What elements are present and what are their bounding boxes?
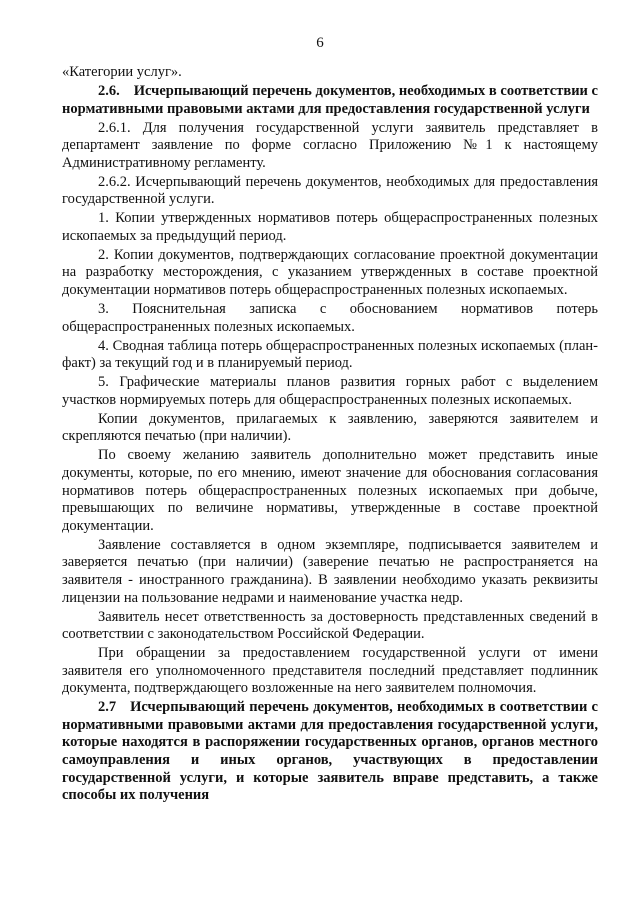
paragraph-2-6-1: 2.6.1. Для получения государственной услуги заявитель представляет в департамент заявление по форме согласно Приложению №1 к настоящему Административному регламенту.: [62, 119, 598, 171]
paragraph-representative: При обращении за предоставлением государственной услуги от имени заявителя его уполномоченного представителя последний представляет подлинник документа, подтверждающего возложенные на него заявителем полномочия.: [62, 645, 598, 697]
section-heading-2-7: [62, 699, 598, 805]
paragraph-responsibility: Заявитель несет ответственность за достоверность представленных сведений в соответствии с законодательством Российской Федерации.: [62, 608, 598, 643]
section-title: Исчерпывающий перечень документов, необходимых в соответствии с нормативными правовыми актами для предоставления государственной услуги: [62, 82, 598, 117]
document-body: [62, 64, 598, 806]
list-item-2: 2. Копии документов, подтверждающих согласование проектной документации на разработку месторождения, с указанием утвержденных в составе проектной документации нормативов потерь общераспространенных полезных ископаемых.: [62, 246, 598, 299]
paragraph-additional-documents: По своему желанию заявитель дополнительно может представить иные документы, которые, по его мнению, имеют значение для обоснования согласования нормативов потерь общераспространенных полезных ископаемых при добыче, превышающих по величине нормативы, утвержденные в составе проектной документации.: [62, 447, 598, 534]
list-item-5: 5. Графические материалы планов развития горных работ с выделением участков нормируемых потерь для общераспространенных полезных ископаемых.: [62, 374, 598, 408]
list-item-4: 4. Сводная таблица потерь общераспространенных полезных ископаемых (план-факт) за текущий год и в планируемый период.: [62, 337, 598, 372]
paragraph-categories: «Категории услуг».: [62, 64, 182, 80]
list-item-3: 3. Пояснительная записка с обоснованием нормативов потерь общераспространенных полезных ископаемых.: [62, 301, 598, 335]
paragraph-copies: Копии документов, прилагаемых к заявлению, заверяются заявителем и скрепляются печатью (при наличии).: [62, 410, 598, 445]
section-title: Исчерпывающий перечень документов, необходимых в соответствии с нормативными правовыми актами для предоставления государственной услуги, которые находятся в распоряжении государственных органов, органов местного самоуправления и иных органов, участвующих в предоставлении государственной услуги, и которые заявитель вправе представить, а также способы их получения: [62, 699, 598, 804]
paragraph-2-6-2: 2.6.2. Исчерпывающий перечень документов, необходимых для предоставления государственной услуги.: [62, 173, 598, 208]
paragraph-application: Заявление составляется в одном экземпляре, подписывается заявителем и заверяется печатью (при наличии) (заверение печатью не распространяется на заявителя - иностранного гражданина). В заявлении необходимо указать реквизиты лицензии на пользование недрами и наименование участка недр.: [62, 536, 598, 606]
section-number: 2.7: [98, 699, 117, 716]
section-number: 2.6.: [98, 82, 120, 99]
list-item-1: 1. Копии утвержденных нормативов потерь общераспространенных полезных ископаемых за предыдущий период.: [62, 210, 598, 244]
section-heading-2-6: [62, 83, 598, 118]
page-number: 6: [316, 35, 324, 51]
